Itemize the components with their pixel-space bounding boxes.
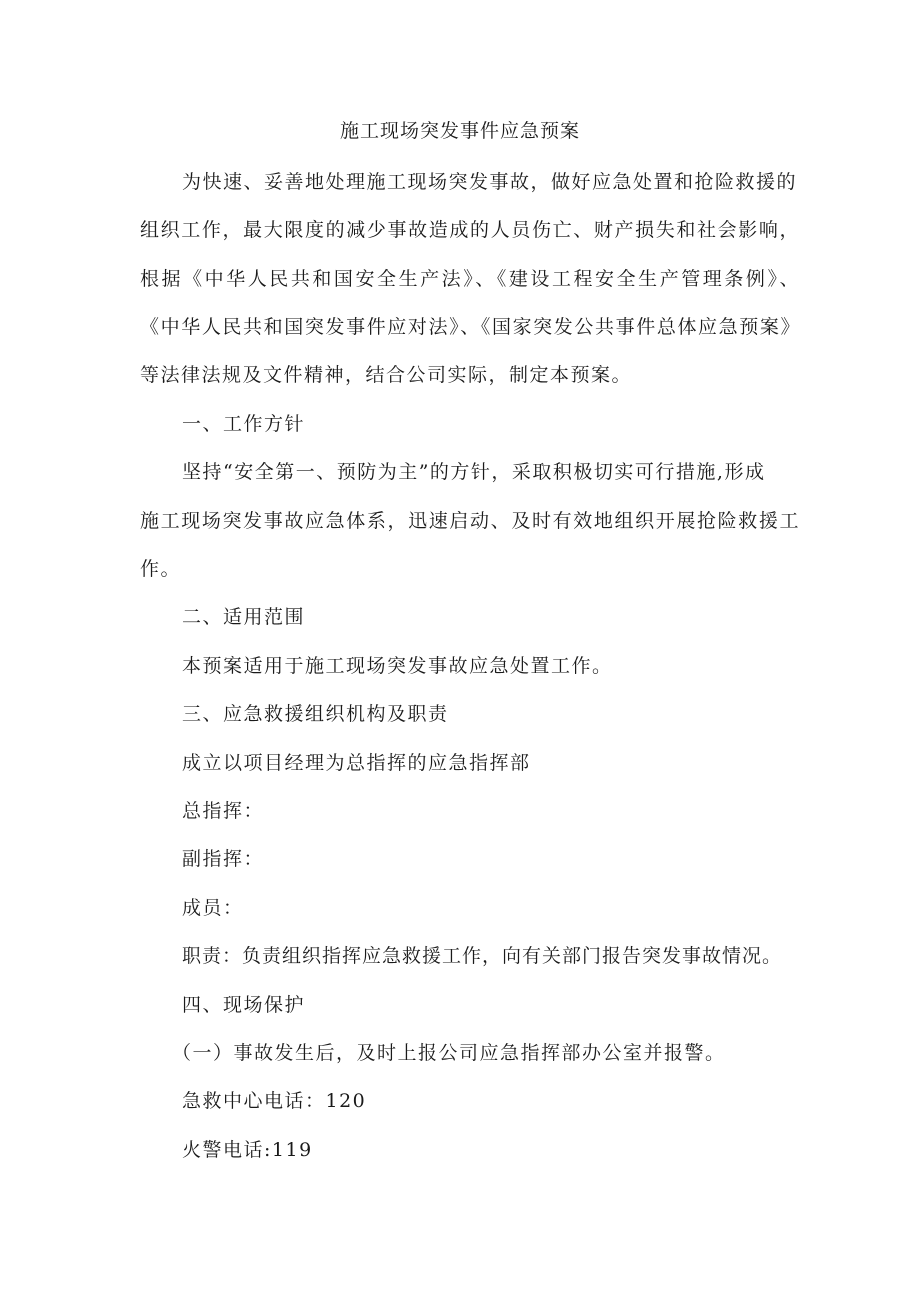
intro-line-2: 组织工作，最大限度的减少事故造成的人员伤亡、财产损失和社会影响， xyxy=(140,219,800,241)
section1-line-2: 施工现场突发事故应急体系，迅速启动、及时有效地组织开展抢险救援工 xyxy=(140,510,800,532)
intro-line-4: 《中华人民共和国突发事件应对法》、《国家突发公共事件总体应急预案》 xyxy=(140,316,800,338)
commander-label: 总指挥： xyxy=(182,800,265,822)
intro-line-5: 等法律法规及文件精神，结合公司实际，制定本预案。 xyxy=(140,364,633,386)
fire-phone: 火警电话:119 xyxy=(182,1139,313,1161)
intro-line-1: 为快速、妥善地处理施工现场突发事故，做好应急处置和抢险救援的 xyxy=(182,171,798,193)
section2-text: 本预案适用于施工现场突发事故应急处置工作。 xyxy=(182,655,613,677)
section3-heading: 三、应急救援组织机构及职责 xyxy=(182,703,449,725)
document-title: 施工现场突发事件应急预案 xyxy=(339,120,580,142)
section3-intro: 成立以项目经理为总指挥的应急指挥部 xyxy=(182,752,531,774)
deputy-label: 副指挥： xyxy=(182,848,265,870)
section2-heading: 二、适用范围 xyxy=(182,606,306,628)
intro-line-3: 根据《中华人民共和国安全生产法》、《建设工程安全生产管理条例》、 xyxy=(140,268,800,290)
section1-heading: 一、工作方针 xyxy=(182,413,306,435)
members-label: 成员： xyxy=(182,897,244,919)
duty-text: 职责：负责组织指挥应急救援工作，向有关部门报告突发事故情况。 xyxy=(182,945,783,967)
section1-line-3: 作。 xyxy=(140,558,182,580)
section4-item-1: （一）事故发生后，及时上报公司应急指挥部办公室并报警。 xyxy=(172,1042,726,1064)
section1-line-1: 坚持“安全第一、预防为主”的方针，采取积极切实可行措施,形成 xyxy=(182,461,766,483)
emergency-phone: 急救中心电话：120 xyxy=(182,1090,367,1112)
section4-heading: 四、现场保护 xyxy=(182,994,306,1016)
